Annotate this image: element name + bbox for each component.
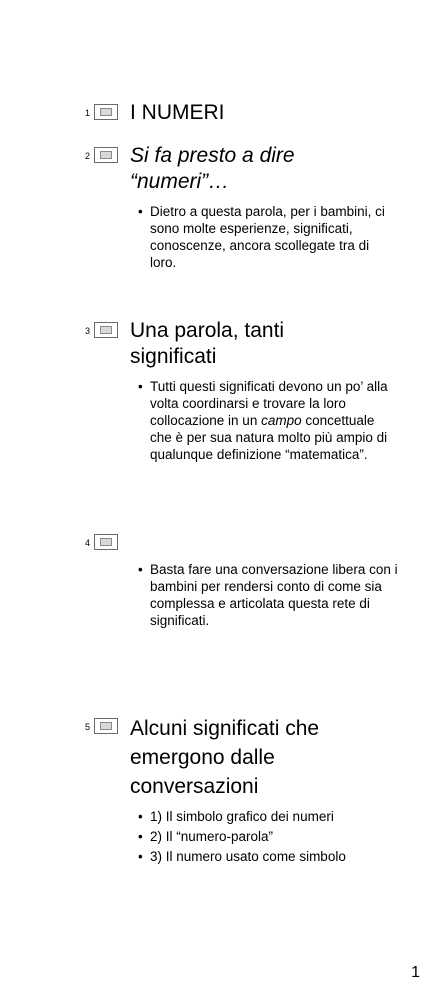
bullet-item: • Basta fare una conversazione libera con i bambini per rendersi conto di come sia complessa e articolata questa rete di significati.	[138, 561, 398, 629]
bullet-list	[138, 203, 398, 274]
slide-title: I NUMERI	[130, 101, 225, 124]
bullet-item: • 3) Il numero usato come simbolo	[138, 848, 398, 865]
bullet-item: • 1) Il simbolo grafico dei numeri	[138, 808, 398, 825]
slide-thumbnail-icon	[94, 718, 118, 734]
slide-title: Alcuni significati che emergono dalle conversazioni	[130, 717, 320, 798]
slide-number: 3	[84, 326, 90, 336]
bullet-item	[138, 378, 398, 463]
bullet-text: Tutti questi significati devono un po’ alla volta coordinarsi e trovare la loro collocazione in un	[150, 379, 388, 428]
slide-thumbnail-icon	[94, 322, 118, 338]
bullet-list	[138, 378, 398, 466]
slide-title: Si fa presto a dire “numeri”…	[130, 144, 295, 193]
slide-number: 1	[84, 108, 90, 118]
slide-number: 5	[84, 722, 90, 732]
slide-number: 2	[84, 151, 90, 161]
slide-thumbnail-icon	[94, 534, 118, 550]
bullet-list	[138, 561, 398, 632]
bullet-text: concettuale che è per sua natura molto più ampio di qualunque definizione “matematica”.	[150, 413, 388, 462]
slide-thumbnail-icon	[94, 104, 118, 120]
page-number: 1	[411, 964, 420, 981]
bullet-item: • Dietro a questa parola, per i bambini, ci sono molte esperienze, significati, conoscenze, ancora scollegate tra di loro.	[138, 203, 398, 271]
slide-title: Una parola, tanti significati	[130, 319, 285, 368]
bullet-emphasis: campo	[261, 413, 302, 428]
slide-thumbnail-icon	[94, 147, 118, 163]
bullet-item: • 2) Il “numero-parola”	[138, 828, 398, 845]
bullet-list	[138, 808, 398, 868]
slide-number: 4	[84, 538, 90, 548]
